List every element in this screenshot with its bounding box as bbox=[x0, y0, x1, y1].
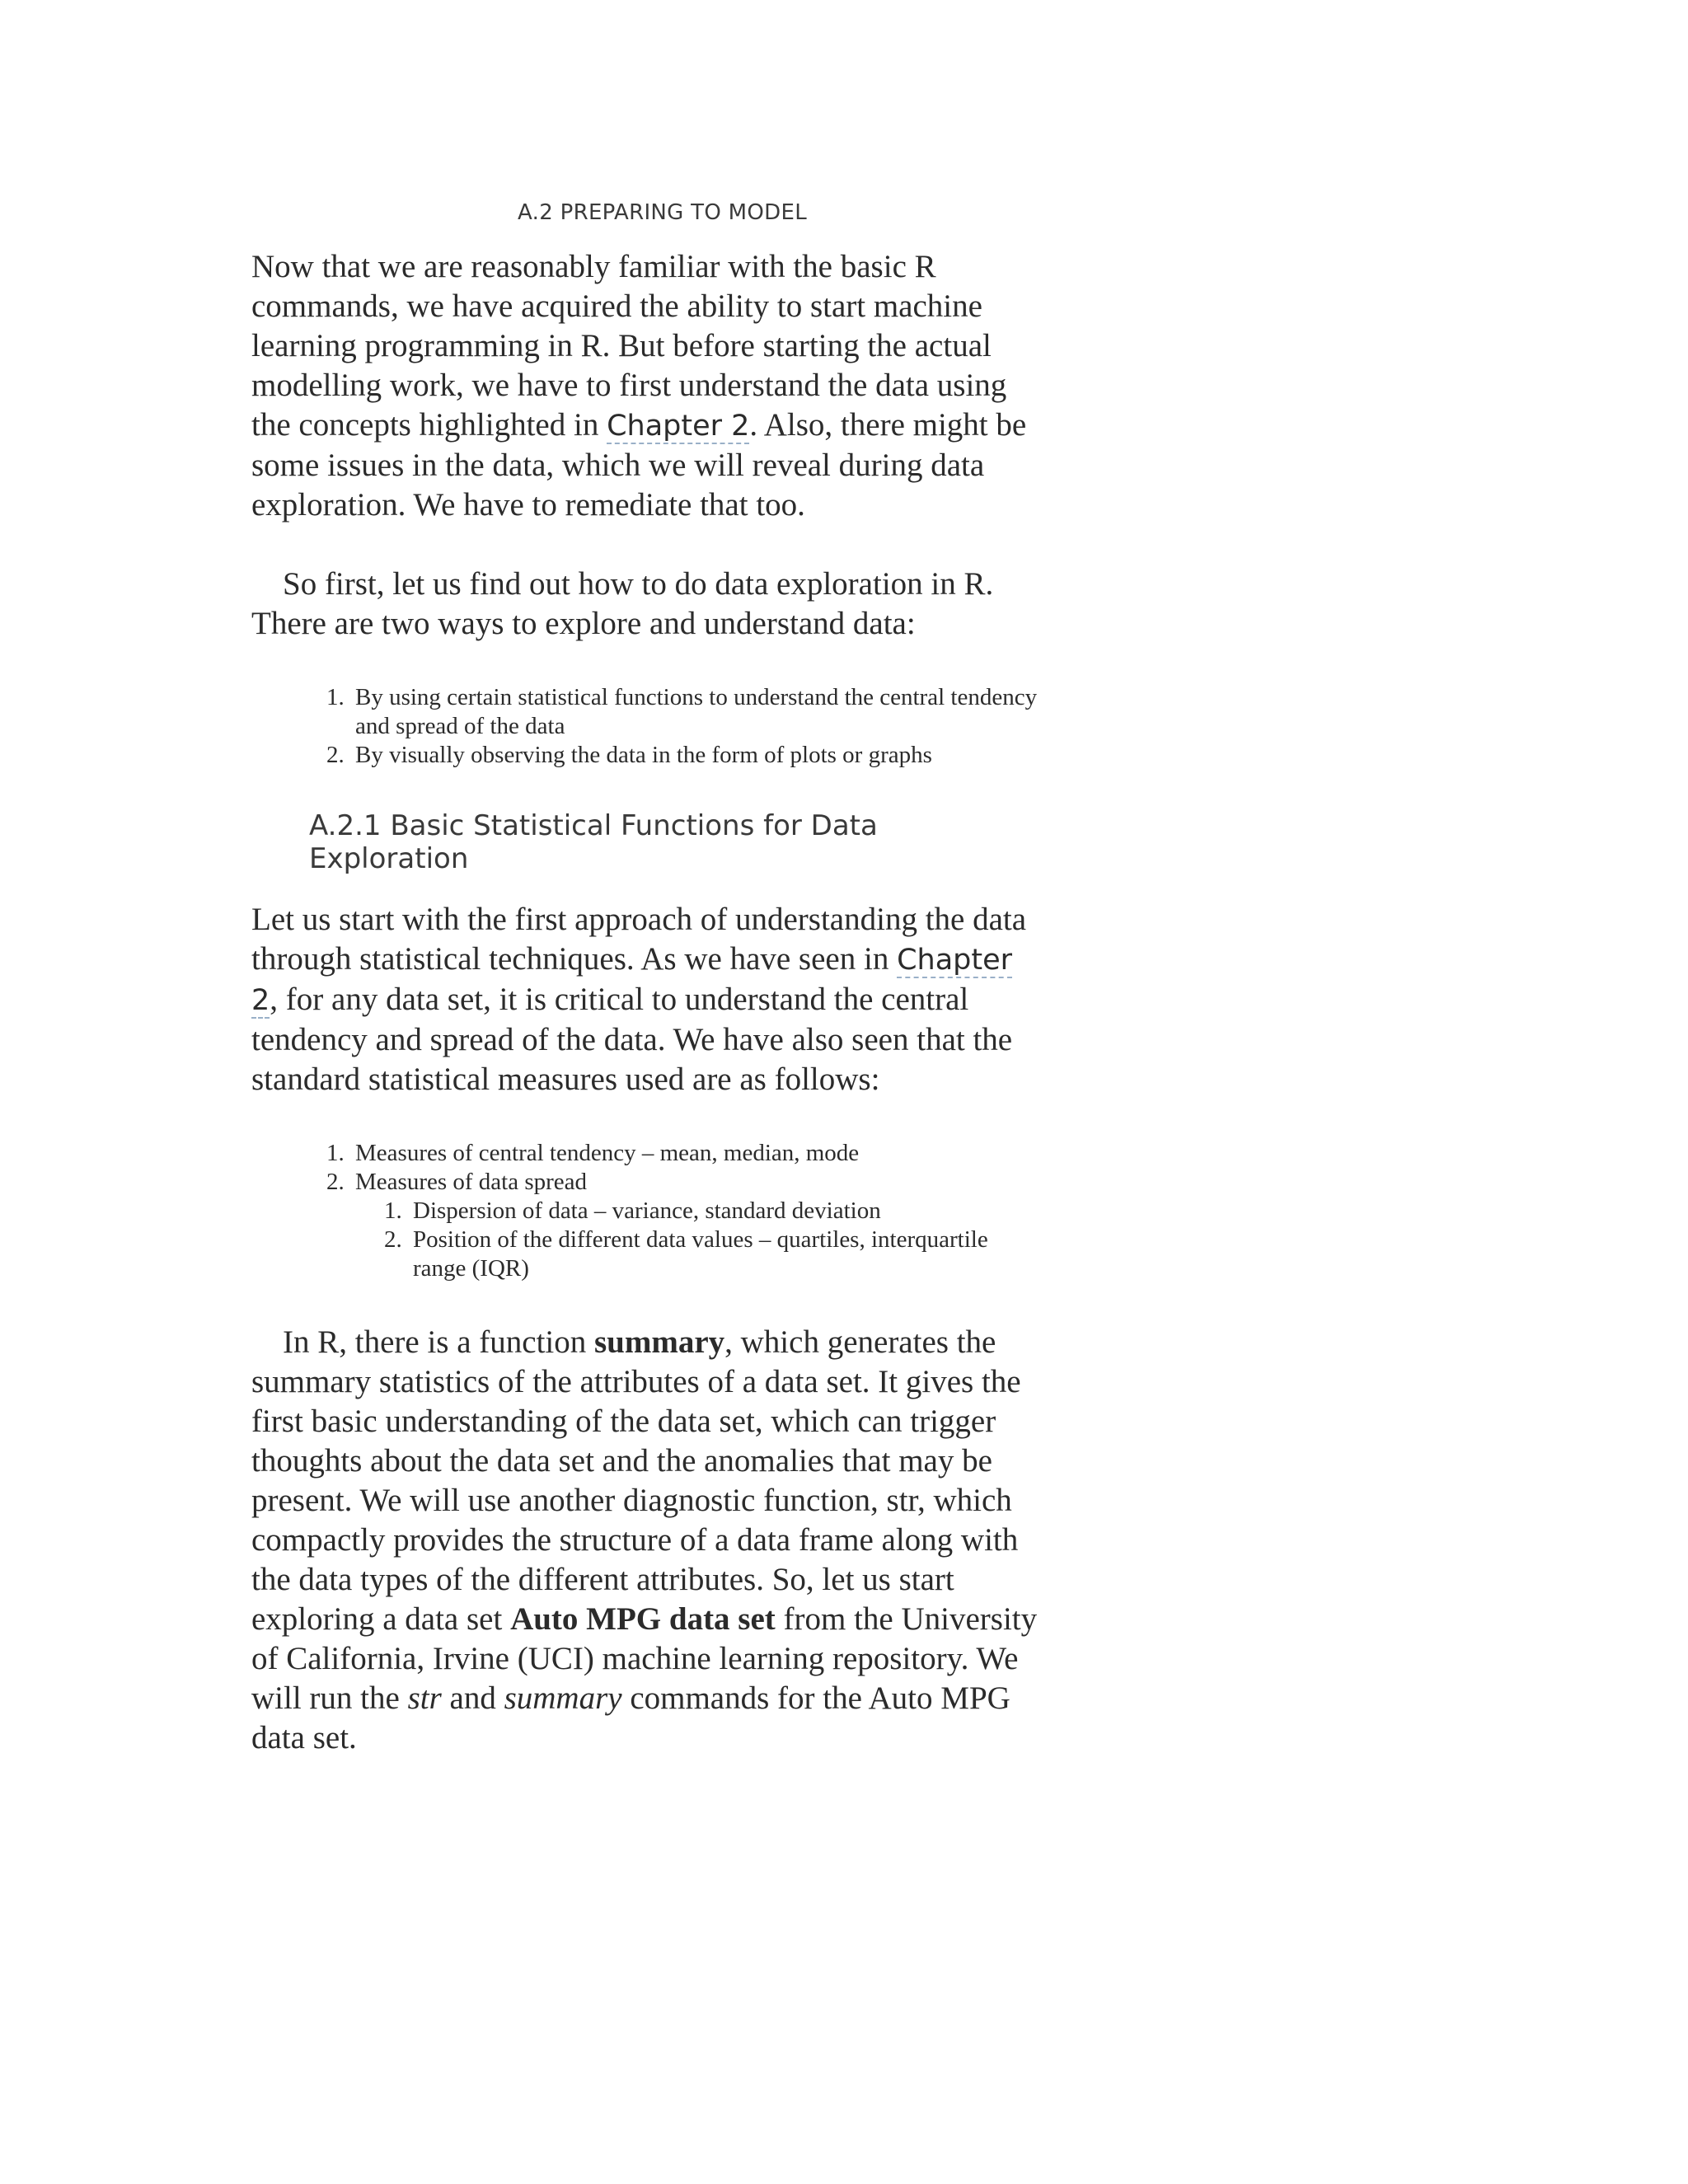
summary-text-3: from the University of California, Irvine (UCI) machine learning repository. We will run the bbox=[251, 1601, 1038, 1716]
dataset-bold-term: Auto MPG data set bbox=[510, 1601, 776, 1637]
summary-text-4: and bbox=[441, 1680, 504, 1716]
list-item bbox=[350, 1168, 1043, 1283]
nested-list-item: 1. Dispersion of data – variance, standard deviation bbox=[408, 1197, 1043, 1226]
summary-italic-term: summary bbox=[504, 1680, 622, 1716]
paragraph-summary-function bbox=[251, 1323, 1043, 1758]
chapter-2-link[interactable]: Chapter 2 bbox=[607, 410, 750, 443]
summary-text-5: commands for the Auto MPG data set. bbox=[251, 1680, 1010, 1755]
list-item: 2. By visually observing the data in the form of plots or graphs bbox=[350, 741, 1043, 770]
paragraph-exploration: So first, let us find out how to do data exploration in R. There are two ways to explore and understand data: bbox=[251, 566, 994, 641]
paragraph-statistical-text-1: Let us start with the first approach of understanding the data through statistical techniques. As we have seen in bbox=[251, 902, 1027, 977]
paragraph-intro bbox=[251, 247, 1043, 525]
list-item: 1. By using certain statistical functions to understand the central tendency and spread of the data bbox=[350, 683, 1043, 741]
str-italic-term: str bbox=[407, 1680, 442, 1716]
list-item: 1. Measures of central tendency – mean, median, mode bbox=[350, 1139, 1043, 1168]
summary-bold-term: summary bbox=[593, 1324, 725, 1360]
paragraph-intro-text-1: Now that we are reasonably familiar with the basic R commands, we have acquired the ability to start machine learning programming in R. But before starting the actual modelling work, we have to first understand the data using the concepts highlighted in bbox=[251, 249, 1007, 443]
summary-text-1: In R, there is a function bbox=[283, 1324, 594, 1360]
exploration-ways-list bbox=[251, 683, 1043, 770]
subsection-heading: A.2.1 Basic Statistical Functions for Data Exploration bbox=[309, 809, 878, 875]
chapter-2-link[interactable]: Chapter 2 bbox=[251, 944, 1013, 1017]
list-item-label: Measures of data spread bbox=[355, 1169, 588, 1195]
statistical-measures-list bbox=[251, 1139, 1043, 1283]
running-head: A.2 PREPARING TO MODEL bbox=[518, 200, 808, 225]
nested-list bbox=[355, 1197, 1043, 1283]
paragraph-statistical-text-2: , for any data set, it is critical to understand the central tendency and spread of the data. We have also seen that the standard statistical measures used are as follows: bbox=[251, 982, 1013, 1097]
paragraph-intro-text-2: . Also, there might be some issues in the data, which we will reveal during data exploration. We have to remediate that too. bbox=[251, 407, 1027, 523]
paragraph-statistical bbox=[251, 900, 1043, 1099]
nested-list-item: 2. Position of the different data values – quartiles, interquartile range (IQR) bbox=[408, 1226, 1043, 1283]
body-column bbox=[251, 247, 1043, 1758]
summary-text-2: , which generates the summary statistics of the attributes of a data set. It gives the first basic understanding of the data set, which can trigger thoughts about the data set and the anomalies that may be present. We will use another diagnostic function, str, which compactly provides the structure of a data frame along with the data types of the different attributes. So, let us start exploring a data set bbox=[251, 1324, 1021, 1637]
